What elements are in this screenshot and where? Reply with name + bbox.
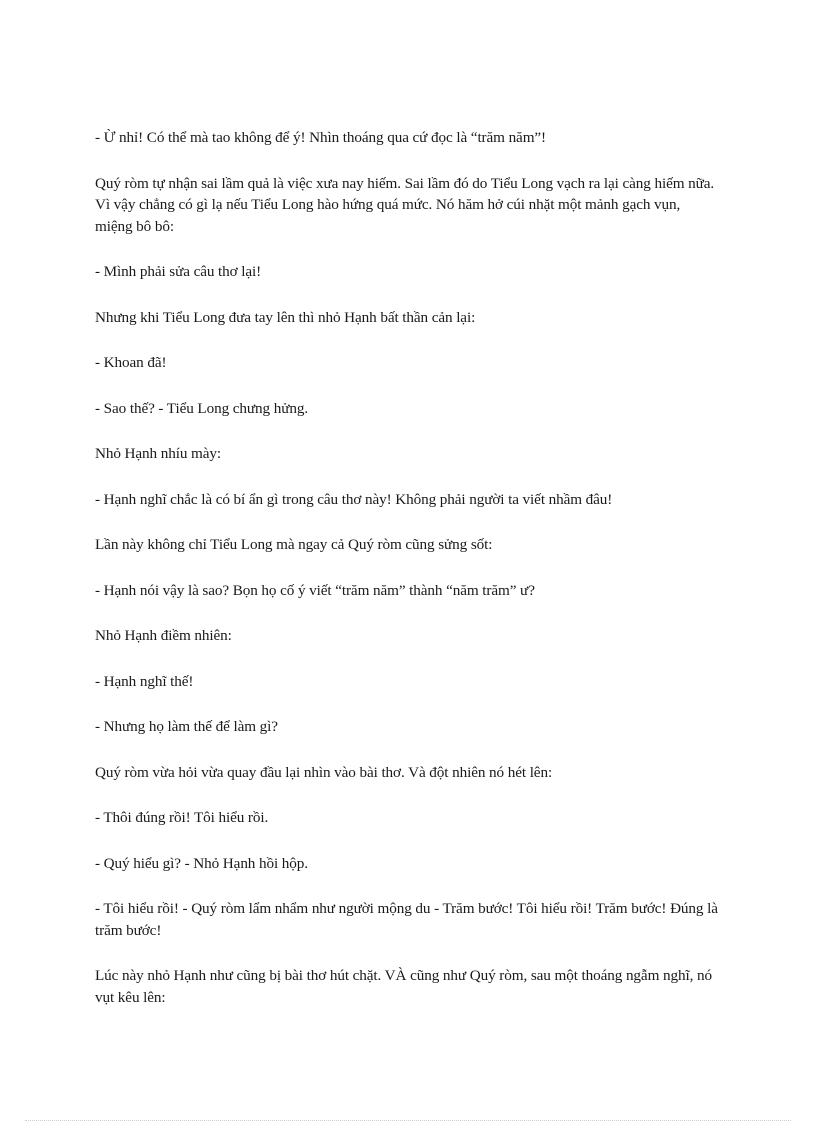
paragraph: - Nhưng họ làm thế để làm gì? <box>95 718 278 735</box>
paragraph: - Mình phải sửa câu thơ lại! <box>95 263 262 280</box>
paragraph: Lần này không chỉ Tiểu Long mà ngay cả Quý ròm cũng sửng sốt: <box>95 536 493 553</box>
paragraph: - Hạnh nghĩ thế! <box>95 672 194 690</box>
paragraph: Quý ròm tự nhận sai lầm quả là việc xưa nay hiếm. Sai lầm đó do Tiểu Long vạch ra lại càng hiếm nữa. Vì vậy chẳng có gì lạ nếu Tiểu Long hào hứng quá mức. Nó hăm hở cúi nhặt một mảnh gạch vụn, miệng bô bô: <box>95 174 715 235</box>
paragraph: - Quý hiểu gì? - Nhỏ Hạnh hồi hộp. <box>95 854 308 872</box>
paragraph: - Thôi đúng rồi! Tôi hiểu rồi. <box>95 809 269 826</box>
paragraph: Lúc này nhỏ Hạnh như cũng bị bài thơ hút chặt. VÀ cũng như Quý ròm, sau một thoáng ngẫm nghĩ, nó vụt kêu lên: <box>95 967 712 1006</box>
page-bottom-divider <box>25 1120 791 1121</box>
document-body <box>95 127 720 1032</box>
paragraph: Nhỏ Hạnh điềm nhiên: <box>95 627 232 644</box>
paragraph: Quý ròm vừa hỏi vừa quay đầu lại nhìn vào bài thơ. Và đột nhiên nó hét lên: <box>95 763 553 781</box>
paragraph: - Tôi hiểu rồi! - Quý ròm lẩm nhẩm như người mộng du - Trăm bước! Tôi hiểu rồi! Trăm bước! Đúng là trăm bước! <box>95 900 718 939</box>
paragraph: - Sao thế? - Tiểu Long chưng hửng. <box>95 399 309 417</box>
paragraph: - Hạnh nghĩ chắc là có bí ẩn gì trong câu thơ này! Không phải người ta viết nhầm đâu! <box>95 490 613 508</box>
paragraph: - Ừ nhỉ! Có thể mà tao không để ý! Nhìn thoáng qua cứ đọc là “trăm năm”! <box>95 129 547 146</box>
paragraph: Nhưng khi Tiểu Long đưa tay lên thì nhỏ Hạnh bất thần cản lại: <box>95 308 476 326</box>
paragraph: Nhỏ Hạnh nhíu mày: <box>95 445 222 462</box>
paragraph: - Khoan đã! <box>95 354 167 371</box>
paragraph: - Hạnh nói vậy là sao? Bọn họ cố ý viết “trăm năm” thành “năm trăm” ư? <box>95 581 535 599</box>
